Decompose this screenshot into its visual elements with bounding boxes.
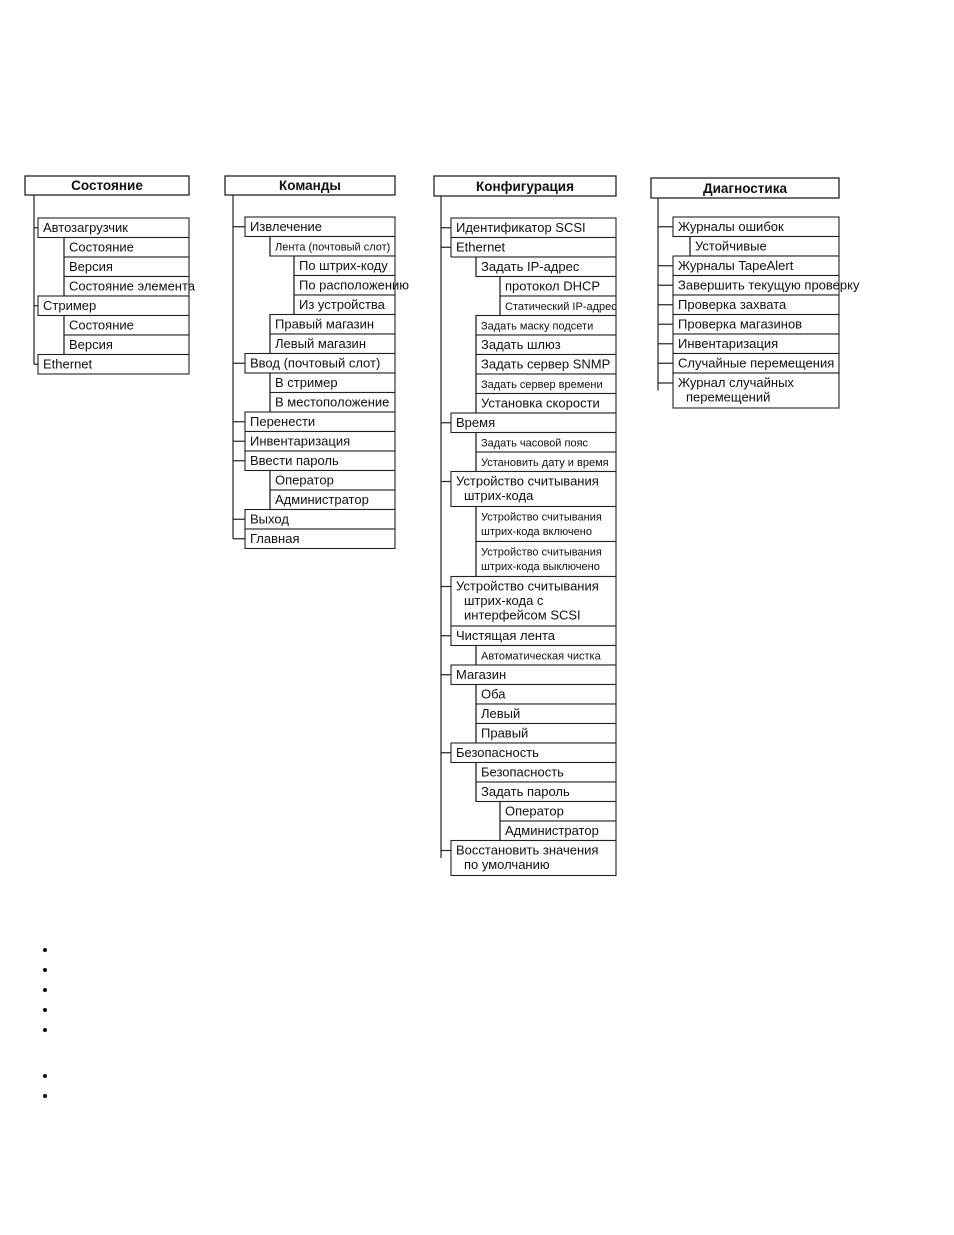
menu-item — [500, 821, 616, 841]
menu-item-label: Инвентаризация — [250, 433, 351, 449]
menu-item — [451, 238, 616, 258]
menu-item — [270, 334, 395, 354]
menu-item-label: Левый — [481, 706, 521, 721]
menu-item-label: Извлечение — [250, 219, 322, 234]
menu-item-label: Устройство считывания — [481, 511, 602, 524]
column-header-title: Диагностика — [703, 181, 787, 196]
menu-item — [673, 315, 839, 335]
menu-item-label: Задать сервер SNMP — [481, 356, 611, 372]
menu-item-label: протокол DHCP — [505, 278, 601, 294]
menu-item-label: По штрих-коду — [299, 258, 388, 273]
menu-item — [500, 277, 616, 297]
menu-item — [451, 665, 616, 685]
menu-item-label: штрих-кода включено — [481, 526, 592, 538]
menu-item-label: Лента (почтовый слот) — [275, 241, 391, 254]
menu-item-label: Установить дату и время — [481, 457, 609, 469]
menu-item — [476, 452, 616, 472]
menu-item — [294, 276, 409, 296]
menu-item-label: Инвентаризация — [678, 336, 779, 351]
menu-item — [294, 256, 395, 276]
menu-item-label: Выход — [250, 511, 289, 527]
menu-item-label: штрих-кода выключено — [481, 561, 600, 573]
menu-item — [245, 529, 395, 549]
menu-item — [270, 393, 395, 413]
menu-item-label: Версия — [69, 337, 113, 352]
menu-item-label: Задать пароль — [481, 784, 570, 799]
menu-item — [245, 412, 395, 432]
menu-item — [476, 507, 616, 542]
menu-item-label: Перенести — [250, 414, 316, 429]
menu-item-label: Задать шлюз — [481, 337, 561, 352]
menu-item-label: Правый — [481, 725, 529, 741]
menu-item-label: Безопасность — [456, 745, 539, 760]
menu-item-label: Задать часовой пояс — [481, 437, 589, 450]
menu-item-label: Безопасность — [481, 764, 564, 780]
menu-item-label: Оператор — [275, 472, 334, 488]
menu-column-4 — [651, 178, 860, 408]
menu-item-label: Правый магазин — [275, 316, 375, 332]
menu-item — [245, 432, 395, 452]
menu-item-label: Магазин — [456, 667, 507, 682]
menu-item — [476, 542, 616, 577]
menu-item-label: Устройство считывания — [456, 578, 599, 594]
menu-item-label: Случайные перемещения — [678, 355, 835, 371]
column-header-title: Состояние — [71, 178, 143, 193]
menu-item-label: Задать сервер времени — [481, 379, 603, 391]
menu-item — [476, 704, 616, 724]
menu-item-label: Журнал случайных — [678, 375, 794, 390]
menu-item-label: Статический IP-адрес — [505, 301, 617, 313]
bullet-list — [40, 942, 58, 1108]
menu-item-label: Устройство считывания — [481, 546, 602, 559]
menu-item — [476, 763, 616, 783]
menu-item-label: В местоположение — [275, 394, 390, 410]
menu-item — [476, 433, 616, 453]
menu-column-2 — [225, 176, 409, 549]
menu-item — [476, 646, 616, 666]
menu-item — [64, 277, 196, 297]
menu-item — [270, 315, 395, 335]
menu-item-label: Администратор — [275, 492, 369, 507]
menu-item — [476, 335, 616, 355]
column-header — [225, 176, 395, 195]
menu-item — [245, 510, 395, 530]
menu-item-label: Чистящая лента — [456, 628, 556, 643]
menu-item-label: Из устройства — [299, 297, 385, 312]
menu-item — [673, 256, 839, 276]
menu-item — [476, 782, 616, 802]
menu-item-label: Установка скорости — [481, 395, 600, 411]
menu-item-label: интерфейсом SCSI — [464, 607, 581, 623]
menu-item-label: Журналы TapeAlert — [678, 258, 794, 273]
menu-item — [476, 724, 616, 744]
menu-item — [64, 257, 189, 277]
menu-item-label: Левый магазин — [275, 336, 366, 351]
menu-item-label: Ввод (почтовый слот) — [250, 355, 381, 371]
menu-item — [64, 238, 189, 258]
menu-item — [500, 802, 616, 822]
menu-item-label: Главная — [250, 531, 300, 546]
menu-item — [451, 743, 616, 763]
menu-item — [476, 316, 616, 336]
menu-item-label: штрих-кода — [464, 488, 534, 503]
menu-item-label: Проверка захвата — [678, 297, 787, 312]
menu-item — [500, 296, 617, 316]
menu-item-label: Завершить текущую проверку — [678, 277, 860, 293]
menu-item-label: В стример — [275, 375, 338, 390]
menu-item — [673, 217, 839, 237]
menu-item — [38, 355, 189, 375]
menu-item — [476, 355, 616, 375]
menu-item-label: Версия — [69, 259, 113, 274]
menu-item — [245, 217, 395, 237]
menu-item-label: Ethernet — [43, 356, 93, 372]
menu-item — [673, 295, 839, 315]
menu-item — [673, 354, 839, 374]
column-header — [434, 176, 616, 196]
menu-item — [476, 394, 616, 414]
menu-item — [451, 472, 616, 507]
menu-item — [270, 373, 395, 393]
menu-item-label: Администратор — [505, 823, 599, 838]
menu-item — [451, 413, 616, 433]
menu-item-label: Автозагрузчик — [43, 220, 128, 235]
menu-item — [476, 257, 616, 277]
menu-item — [476, 685, 616, 705]
menu-item — [673, 276, 860, 296]
menu-item — [451, 577, 616, 627]
menu-item — [245, 354, 395, 374]
menu-item-label: Состояние — [69, 317, 134, 333]
column-header-title: Конфигурация — [476, 179, 574, 194]
menu-item — [38, 218, 189, 238]
menu-item-label: Оператор — [505, 803, 564, 819]
menu-item-label: штрих-кода с — [464, 593, 544, 608]
menu-item-label: Автоматическая чистка — [481, 650, 601, 663]
column-header — [25, 176, 189, 195]
menu-item-label: Ethernet — [456, 239, 506, 255]
menu-item — [270, 471, 395, 491]
menu-item-label: Устройство считывания — [456, 473, 599, 489]
menu-item-label: Стример — [43, 298, 97, 313]
menu-item-label: Задать маску подсети — [481, 320, 594, 333]
menu-item-label: Состояние элемента — [69, 278, 196, 294]
menu-item — [451, 218, 616, 238]
column-header — [651, 178, 839, 198]
menu-item-label: Восстановить значения — [456, 842, 599, 858]
menu-item — [64, 316, 189, 336]
menu-column-3 — [434, 176, 617, 876]
menu-item — [38, 296, 189, 316]
column-header-title: Команды — [279, 178, 341, 193]
menu-item — [64, 335, 189, 355]
menu-item — [294, 295, 395, 315]
menu-item-label: Устойчивые — [695, 238, 767, 254]
menu-item-label: Проверка магазинов — [678, 316, 803, 332]
menu-item — [673, 373, 839, 408]
menu-item — [270, 490, 395, 510]
menu-item — [270, 237, 395, 257]
menu-item-label: Идентификатор SCSI — [456, 220, 586, 235]
menu-item-label: Журналы ошибок — [678, 219, 784, 234]
menu-item-label: По расположению — [299, 277, 410, 293]
menu-item-label: Задать IP-адрес — [481, 259, 580, 274]
menu-item-label: Время — [456, 415, 496, 430]
menu-column-1 — [25, 176, 196, 374]
menu-item — [690, 237, 839, 257]
menu-item — [451, 626, 616, 646]
menu-item — [476, 374, 616, 394]
menu-item-label: Состояние — [69, 239, 134, 255]
menu-item — [673, 334, 839, 354]
menu-item — [451, 841, 616, 876]
menu-item-label: Оба — [481, 686, 506, 702]
menu-item — [245, 451, 395, 471]
menu-item-label: по умолчанию — [464, 857, 550, 872]
menu-item-label: перемещений — [686, 389, 771, 405]
menu-item-label: Ввести пароль — [250, 453, 339, 468]
